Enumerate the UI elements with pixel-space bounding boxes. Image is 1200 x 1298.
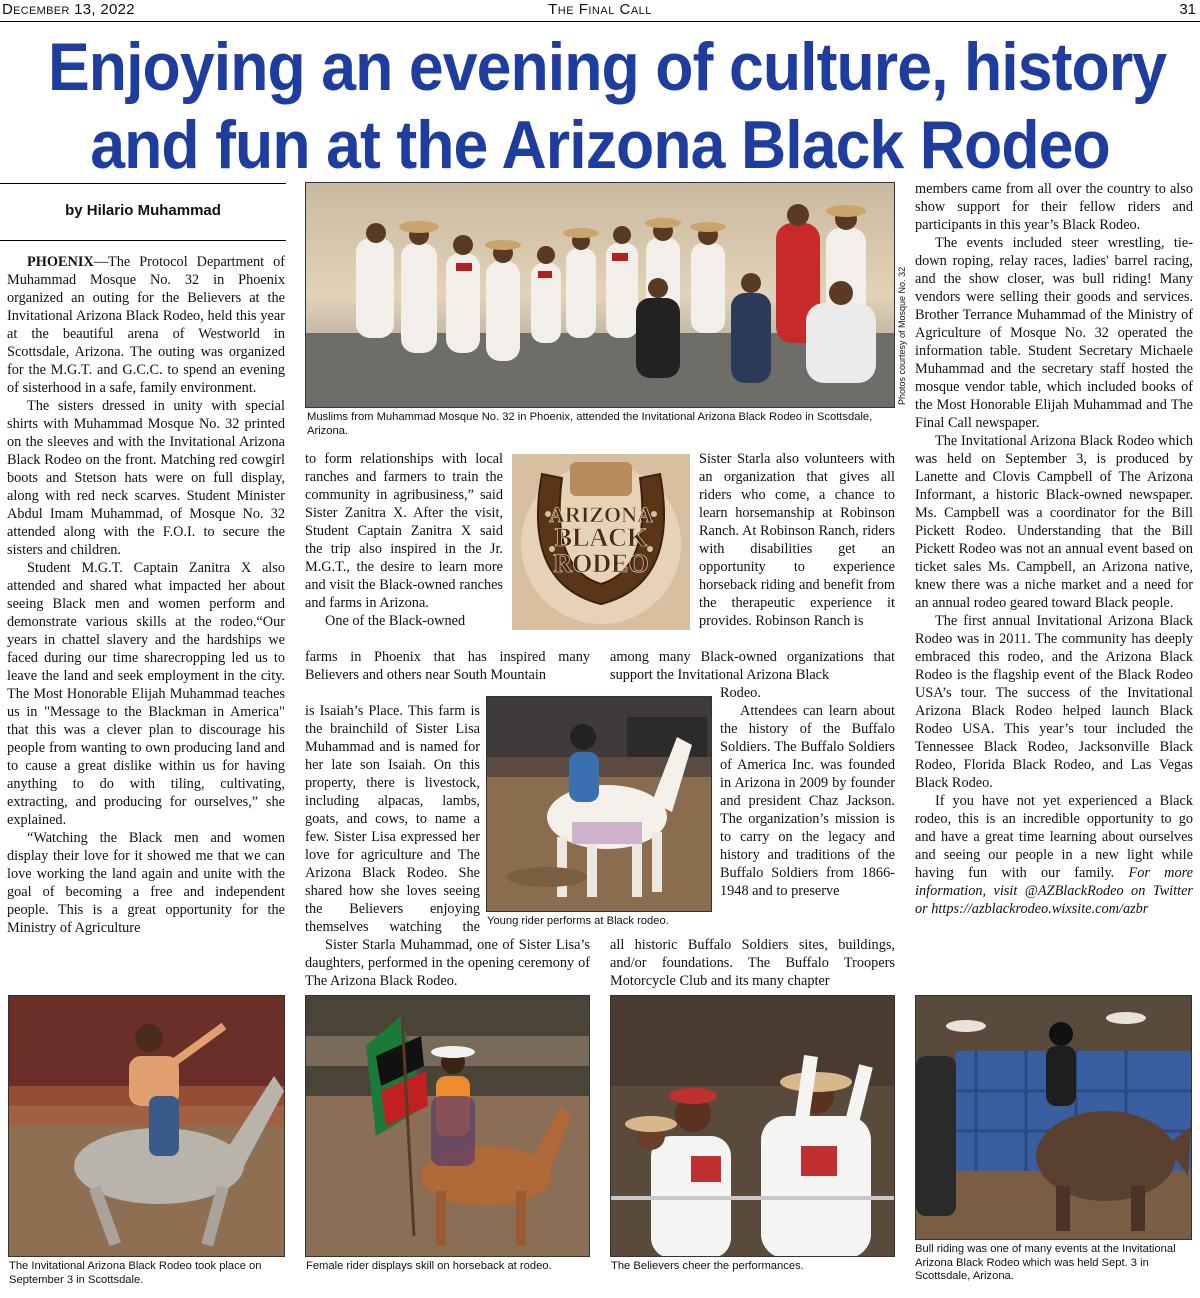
group-photo xyxy=(305,182,895,408)
photo-credit: Photos courtesy of Mosque No. 32 xyxy=(897,266,907,405)
paragraph: If you have not yet experienced a Black rodeo, this is an incredible opportunity to go and have a great time learning about ourselves and seeing our people in a new light while having fun with our family. For more information, visit @AZBlackRodeo on Twitter or https://azblackrodeo.wixsite.com/azbr xyxy=(915,793,1193,917)
paragraph: The sisters dressed in unity with special shirts with Muhammad Mosque No. 32 printed on the sleeves and with the Invitational Arizona Black Rodeo on the front. Matching red cowgirl boots and Stetson hats were on full display, along with red neck scarves. Student Minister Abdul Imam Muhammad, of Mosque No. 32 attended along with the F.O.I. to secure the sisters and children. xyxy=(7,398,285,558)
paragraph: all historic Buffalo Soldiers sites, buildings, and/or foundations. The Buffalo Troopers Motorcycle Club and its many chapter xyxy=(610,937,895,989)
bottom-photo-1-caption: The Invitational Arizona Black Rodeo took place on September 3 in Scottsdale. xyxy=(9,1260,262,1286)
paragraph xyxy=(305,684,480,702)
paragraph: Rodeo. xyxy=(720,685,761,701)
group-photo-image xyxy=(306,183,895,408)
article-column-2-top xyxy=(305,450,503,630)
logo-line-2: BLACK xyxy=(554,523,648,552)
headline-line-1: Enjoying an evening of culture, history xyxy=(48,29,1167,105)
more-info-note: For more information, visit @AZBlackRodeo on Twitter or https://azblackrodeo.wixsite.com/azbr xyxy=(915,865,1193,917)
headline-line-2: and fun at the Arizona Black Rodeo xyxy=(90,107,1110,183)
paragraph: “Watching the Black men and women display their love for it showed me that we can love working the land again and unite with the goal of becoming a free and independent people. This is a great opportunity for the Ministry of Agriculture xyxy=(7,830,285,936)
page-number: 31 xyxy=(1179,1,1196,18)
article-column-2-wide xyxy=(305,648,590,684)
young-rider-caption: Young rider performs at Black rodeo. xyxy=(487,915,669,927)
bull-riding-image xyxy=(916,996,1192,1240)
article-column-2-continued xyxy=(305,702,480,936)
issue-date: December 13, 2022 xyxy=(2,1,135,18)
paragraph: among many Black-owned organizations that support the Invitational Arizona Black xyxy=(610,649,895,683)
logo-line-3: RODEO xyxy=(553,549,649,578)
bottom-photo-4-caption: Bull riding was one of many events at the Invitational Arizona Black Rodeo which was held Sept. 3 in Scottsdale, Arizona. xyxy=(915,1243,1176,1282)
byline-rule-top xyxy=(0,183,286,184)
paragraph: Attendees can learn about the history of the Buffalo Soldiers. The Buffalo Soldiers of America Inc. was founded in Arizona in 2009 by founder and president Chaz Jackson. The organization’s mission is to carry on the legacy and history and traditions of the Buffalo Soldiers from 1866-1948 and to preserve xyxy=(720,703,895,899)
article-column-3-bottom xyxy=(720,684,895,936)
young-rider-image xyxy=(487,697,712,912)
bottom-photo-3 xyxy=(610,995,895,1257)
paragraph: The Invitational Arizona Black Rodeo which was held on September 3, is produced by Lanette and Clovis Campbell of The Arizona Informant, a historic Black-owned newspaper. Ms. Campbell was a coordinator for the Bill Pickett Rodeo. Understanding that the Bill Pickett Rodeo was not an annual event based on ticket sales Ms. Campbell, an Arizona native, knew there was a niche market and a need for an annual rodeo geared toward Black people. xyxy=(915,433,1193,611)
paragraph: Sister Starla also volunteers with an organization that gives all riders who come, a chance to learn horsemanship at Robinson Ranch. At Robinson Ranch, riders with disabilities get an opportunity to experience horseback riding and benefit from the therapeutic experience it provides. Robinson Ranch is xyxy=(699,451,895,629)
newspaper-name: The Final Call xyxy=(548,1,652,18)
paragraph: The events included steer wrestling, tie-down roping, relay races, ladies' barrel racing, and the show closer, was bull riding! Many vendors were selling their goods and services. Brother Terrance Muhammad of the Ministry of Agriculture of Mosque No. 32 operated the information table. Student Secretary Michaele Muhammad and the secretary staff hosted the mosque vendor table, which included books of the Most Honorable Elijah Muhammad and The Final Call newspaper. xyxy=(915,235,1193,431)
paragraph: members came from all over the country to also show support for their fellow riders and participants in this year’s Black Rodeo. xyxy=(915,181,1193,233)
rodeo-logo xyxy=(512,454,690,630)
paragraph: Student M.G.T. Captain Zanitra X also attended and shared what impacted her about seeing Black men and women perform and demonstrate various skills at the rodeo.“Our years in chattel slavery and the hardships we faced during our time sharecropping led us to leave the land and seek employment in the city. The Most Honorable Elijah Muhammad teaches us in "Message to the Blackman in America" that this was a clever plan to discourage his people from wanting to own producing land and to cause a great dislike within us for having anything to do with tiling, cultivating, extracting, and producing for ourselves,” she explained. xyxy=(7,560,285,828)
byline-rule-bottom xyxy=(0,240,286,241)
article-column-4 xyxy=(915,180,1193,992)
young-rider-photo xyxy=(486,696,712,912)
crowd-cheering-image xyxy=(611,996,895,1257)
paragraph: farms in Phoenix that has inspired many Believers and others near South Mountain xyxy=(305,649,590,683)
group-photo-caption: Muslims from Muhammad Mosque No. 32 in Phoenix, attended the Invitational Arizona Black Rodeo in Scottsdale, Arizona. xyxy=(307,411,873,437)
bottom-photo-2 xyxy=(305,995,590,1257)
bottom-photo-1 xyxy=(8,995,285,1257)
female-rider-flag-image xyxy=(306,996,590,1257)
bottom-photo-4 xyxy=(915,995,1192,1240)
dateline: PHOENIX xyxy=(27,254,94,270)
bottom-photo-3-caption: The Believers cheer the performances. xyxy=(611,1260,804,1272)
horseshoe-logo-icon xyxy=(512,454,690,630)
paragraph: One of the Black-owned xyxy=(325,613,466,629)
paragraph: PHOENIX—The Protocol Department of Muhammad Mosque No. 32 in Phoenix organized an outing for the Believers at the Invitational Arizona Black Rodeo, held this year at the beautiful arena of Westworld in Scottsdale, Arizona. The outing was organized for the M.G.T. and G.C.C. to spend an evening of sisterhood in a safe, family environment. xyxy=(7,254,285,396)
paragraph: to form relationships with local ranches and farmers to train the community in agribusiness,” said Sister Zanitra X. After the visit, Student Captain Zanitra X said the trip also inspired in the Jr. M.G.T., the desire to learn more and visit the Black-owned ranches and farms in Arizona. xyxy=(305,451,503,611)
paragraph: The first annual Invitational Arizona Black Rodeo was in 2011. The community has deeply embraced this rodeo, and the Arizona Black Rodeo is the flagship event of the Black Rodeo USA’s tour. The success of the Invitational Arizona Black Rodeo helped launch Black Rodeo USA. This year’s tour included the Tennessee Black Rodeo, Jacksonville Black Rodeo, Florida Black Rodeo, and Las Vegas Black Rodeo. xyxy=(915,613,1193,791)
article-column-2-final xyxy=(305,936,590,992)
page-header xyxy=(0,0,1200,22)
logo-line-1: ARIZONA xyxy=(549,502,653,527)
article-column-3-wide xyxy=(610,648,895,684)
paragraph: Sister Starla Muhammad, one of Sister Lisa’s daughters, performed in the opening ceremony of The Arizona Black Rodeo. xyxy=(305,937,590,989)
paragraph: is Isaiah’s Place. This farm is the brainchild of Sister Lisa Muhammad and is named for her late son Isaiah. On this property, there is livestock, including alpacas, lambs, goats, and cows, to name a few. Sister Lisa expressed her love for agriculture and The Arizona Black Rodeo. She shared how she loves seeing the Believers enjoying themselves watching the xyxy=(305,703,480,935)
bottom-photo-2-caption: Female rider displays skill on horseback at rodeo. xyxy=(306,1260,552,1272)
byline: by Hilario Muhammad xyxy=(65,202,221,219)
headline xyxy=(48,28,1167,184)
rider-roping-image xyxy=(9,996,285,1257)
article-column-1 xyxy=(7,253,285,991)
article-column-3-final xyxy=(610,936,895,992)
article-column-3-top xyxy=(699,450,895,648)
